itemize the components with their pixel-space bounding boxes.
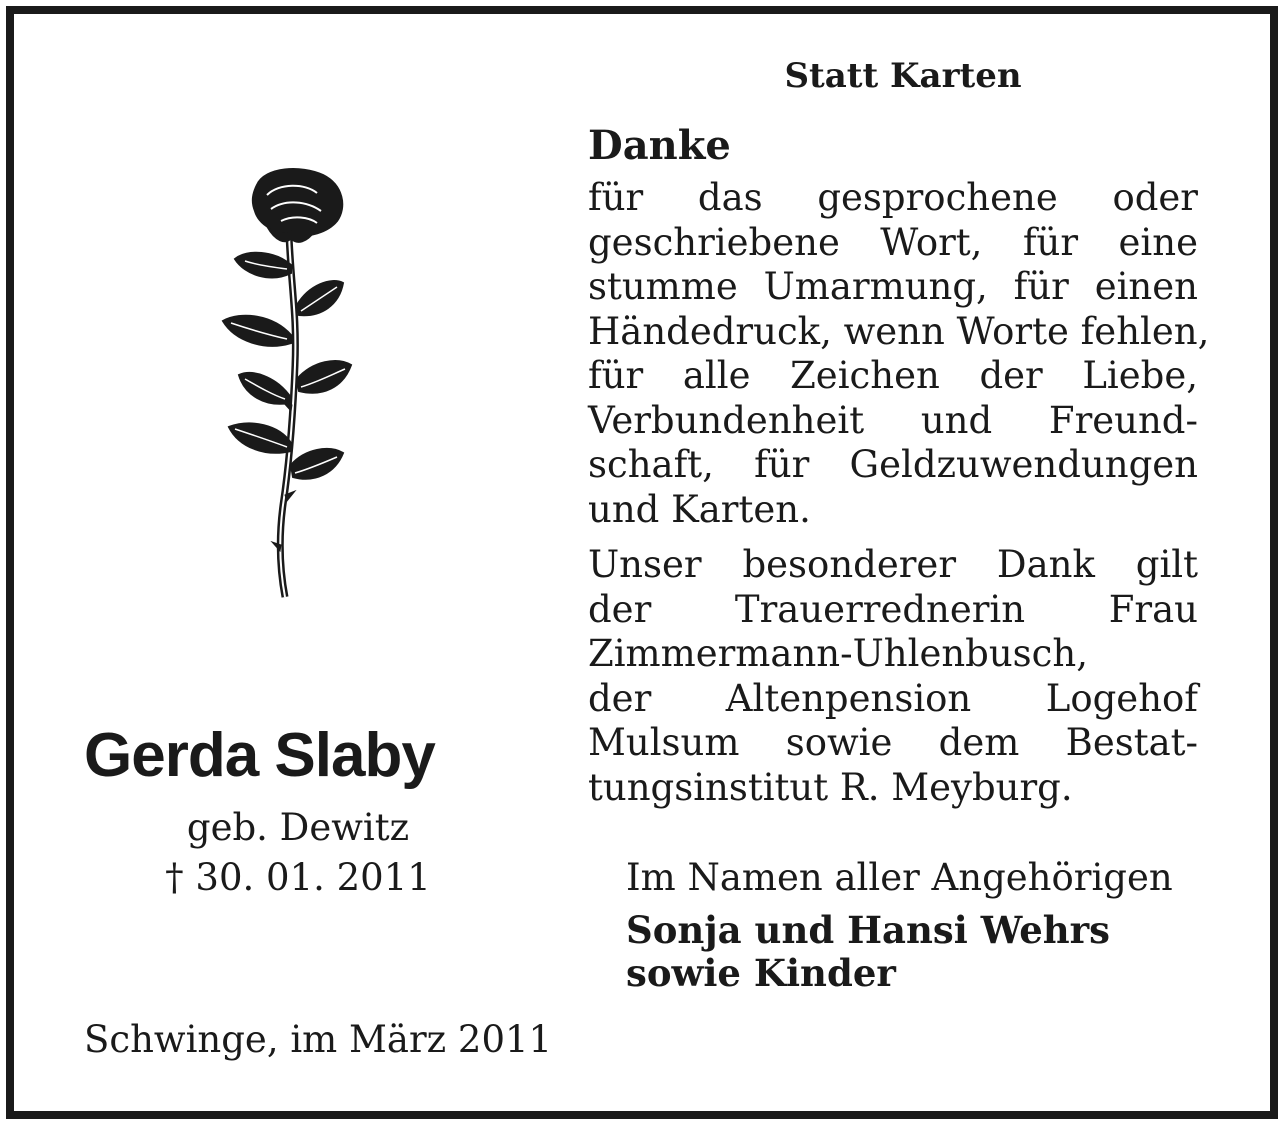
signature-names: Sonja und Hansi Wehrs <box>626 908 1110 952</box>
special-thanks-paragraph <box>588 543 1198 810</box>
danke-heading: Danke <box>588 122 731 169</box>
thanks-line: geschriebene Wort, für eine <box>588 220 1198 264</box>
statt-karten-heading: Statt Karten <box>784 56 1022 96</box>
deceased-name: Gerda Slaby <box>84 721 435 790</box>
signature-names-2: sowie Kinder <box>626 951 896 995</box>
special-thanks-line: Mulsum sowie dem Bestat- <box>588 721 1198 764</box>
thanks-line: und Karten. <box>588 487 811 531</box>
death-date: † 30. 01. 2011 <box>165 856 431 899</box>
rose-icon <box>205 165 365 605</box>
thanks-line: für das gesprochene oder <box>588 176 1198 219</box>
thanks-line: Verbundenheit und Freund- <box>588 398 1198 442</box>
thanks-line: für alle Zeichen der Liebe, <box>588 354 1198 397</box>
special-thanks-line: Zimmermann-Uhlenbusch, <box>588 632 1088 675</box>
thanks-line: stumme Umarmung, für einen <box>588 265 1198 308</box>
special-thanks-line: Unser besonderer Dank gilt <box>588 543 1198 586</box>
signature-intro: Im Namen aller Angehörigen <box>626 856 1173 899</box>
thanks-paragraph <box>588 176 1210 532</box>
place-and-date: Schwinge, im März 2011 <box>84 1018 553 1061</box>
special-thanks-line: der Altenpension Logehof <box>588 676 1198 720</box>
special-thanks-line: der Trauerrednerin Frau <box>588 587 1198 631</box>
born-name: geb. Dewitz <box>186 806 410 849</box>
thanks-line: schaft, für Geldzuwendungen <box>588 443 1198 486</box>
special-thanks-line: tungsinstitut R. Meyburg. <box>588 765 1073 809</box>
thanks-line: Händedruck, wenn Worte fehlen, <box>588 309 1210 353</box>
